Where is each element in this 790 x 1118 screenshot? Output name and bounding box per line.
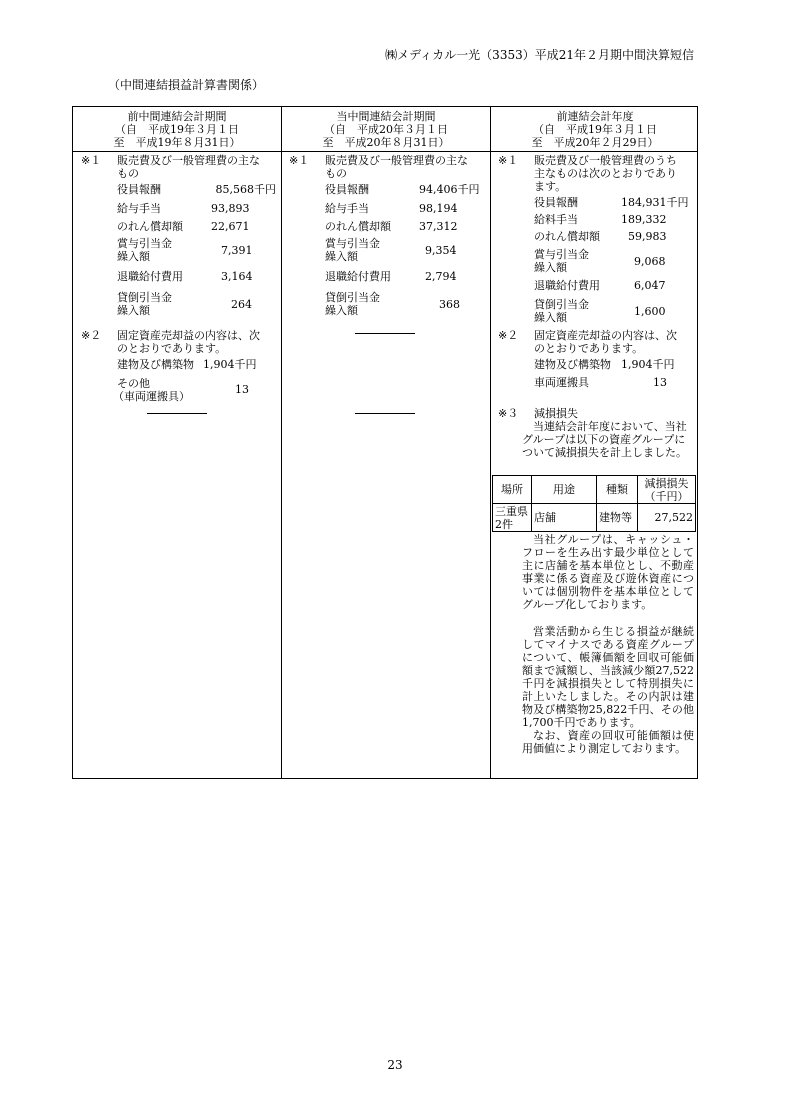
note-text: もの (117, 167, 139, 180)
item-value: 184,931千円 (621, 196, 689, 209)
item-label: 貸倒引当金 (325, 291, 380, 304)
item-value: 368 (439, 298, 460, 311)
item-label: 役員報酬 (117, 183, 161, 196)
item-label: 給与手当 (325, 202, 369, 215)
impairment-paragraph-1: 当社グループは、キャッシュ・フローを生み出す最少単位として主に店舗を基本単位とし、不動産事業に係る資産及び遊休資産については個別物件を基本単位としてグループ化しております。 (522, 533, 694, 611)
note-text: 販売費及び一般管理費の主な (325, 154, 468, 167)
item-value: 94,406千円 (419, 183, 480, 196)
item-value: 7,391 (221, 244, 253, 257)
item-value: 22,671 (211, 220, 250, 233)
note-text: もの (325, 167, 347, 180)
item-label: （車両運搬具） (113, 390, 190, 403)
item-label: 貸倒引当金 (534, 298, 589, 311)
item-label: 貸倒引当金 (117, 291, 172, 304)
item-value: 1,904千円 (203, 358, 257, 371)
note-text: ます。 (534, 180, 567, 193)
document-header: ㈱メディカル一光（3353）平成21年２月期中間決算短信 (385, 48, 694, 62)
notes-table (72, 106, 698, 779)
item-label: 繰入額 (325, 304, 358, 317)
note-text: 固定資産売却益の内容は、次 (534, 329, 677, 342)
item-label: 賞与引当金 (117, 237, 172, 250)
column-header-previous-interim: 前中間連結会計期間 （自 平成19年３月１日 至 平成19年８月31日） (113, 110, 241, 149)
note-text: 主なものは次のとおりであり (534, 167, 677, 180)
header-divider (73, 151, 697, 152)
impairment-paragraph-2: 営業活動から生じる損益が継続してマイナスである資産グループについて、帳簿価額を回収可能価額まで減額し、当該減少額27,522千円を減損損失として特別損失に計上いたしました。その内訳は建物及び構築物25,822千円、その他1,700千円であります。 (522, 625, 694, 729)
impairment-table (492, 475, 696, 532)
item-value: 9,354 (425, 244, 457, 257)
header-location: 場所 (493, 476, 532, 504)
item-label: 役員報酬 (534, 196, 578, 209)
note-text: 販売費及び一般管理費のうち (534, 154, 677, 167)
header-impairment-loss: 減損損失 （千円） (638, 476, 696, 504)
cell-type: 建物等 (597, 504, 638, 532)
item-label: その他 (117, 377, 150, 390)
item-label: 繰入額 (117, 250, 150, 263)
note-mark: ※２ (498, 329, 519, 342)
item-value: 98,194 (419, 202, 458, 215)
item-label: 賞与引当金 (534, 248, 589, 261)
item-label: 退職給付費用 (534, 279, 600, 292)
impairment-paragraph-3: なお、資産の回収可能価額は使用価値により測定しております。 (522, 729, 694, 755)
dash-separator (355, 413, 415, 414)
item-label: 繰入額 (325, 250, 358, 263)
item-value: 3,164 (221, 270, 253, 283)
header-type: 種類 (597, 476, 638, 504)
item-label: 建物及び構築物 (117, 358, 194, 371)
item-label: のれん償却額 (117, 220, 183, 233)
item-label: 賞与引当金 (325, 237, 380, 250)
item-label: 繰入額 (534, 311, 567, 324)
note-text: 固定資産売却益の内容は、次 (117, 329, 260, 342)
item-label: 繰入額 (117, 304, 150, 317)
item-value: 93,893 (211, 202, 250, 215)
note-text: のとおりであります。 (534, 342, 644, 355)
note-mark: ※１ (498, 154, 519, 167)
item-value: 9,068 (634, 255, 666, 268)
impairment-intro: 当連結会計年度において、当社グループは以下の資産グループについて減損損失を計上しました。 (522, 420, 687, 459)
page-number: 23 (387, 1058, 403, 1072)
item-value: 13 (235, 383, 249, 396)
item-value: 264 (231, 298, 252, 311)
dash-separator (355, 333, 415, 334)
cell-location: 三重県 2件 (493, 504, 532, 532)
item-label: 車両運搬具 (534, 376, 589, 389)
item-label: 役員報酬 (325, 183, 369, 196)
column-header-previous-fiscal-year: 前連結会計年度 （自 平成19年３月１日 至 平成20年２月29日） (531, 110, 659, 149)
item-value: 6,047 (634, 279, 666, 292)
item-label: 建物及び構築物 (534, 358, 611, 371)
item-label: 給料手当 (534, 213, 578, 226)
note-mark: ※２ (81, 329, 102, 342)
note-text: のとおりであります。 (117, 342, 227, 355)
item-value: 59,983 (628, 230, 667, 243)
note-mark: ※１ (289, 154, 310, 167)
item-label: 繰入額 (534, 261, 567, 274)
item-value: 13 (653, 376, 667, 389)
column-header-current-interim: 当中間連結会計期間 （自 平成20年３月１日 至 平成20年８月31日） (322, 110, 450, 149)
item-label: のれん償却額 (325, 220, 391, 233)
cell-impairment-value: 27,522 (638, 504, 696, 532)
note-text: 販売費及び一般管理費の主な (117, 154, 260, 167)
cell-usage: 店舗 (532, 504, 597, 532)
note-mark: ※３ (498, 407, 519, 420)
item-value: 189,332 (621, 213, 667, 226)
column-divider (281, 107, 282, 778)
item-value: 85,568千円 (215, 183, 276, 196)
header-usage: 用途 (532, 476, 597, 504)
item-label: 退職給付費用 (325, 270, 391, 283)
note-mark: ※１ (81, 154, 102, 167)
item-label: 退職給付費用 (117, 270, 183, 283)
item-value: 1,600 (634, 305, 666, 318)
note-title: 減損損失 (534, 407, 578, 420)
item-value: 37,312 (419, 220, 458, 233)
item-value: 1,904千円 (621, 358, 675, 371)
column-divider (490, 107, 491, 778)
item-label: のれん償却額 (534, 230, 600, 243)
section-title: （中間連結損益計算書関係） (108, 78, 265, 92)
item-label: 給与手当 (117, 202, 161, 215)
dash-separator (147, 413, 207, 414)
item-value: 2,794 (425, 270, 457, 283)
